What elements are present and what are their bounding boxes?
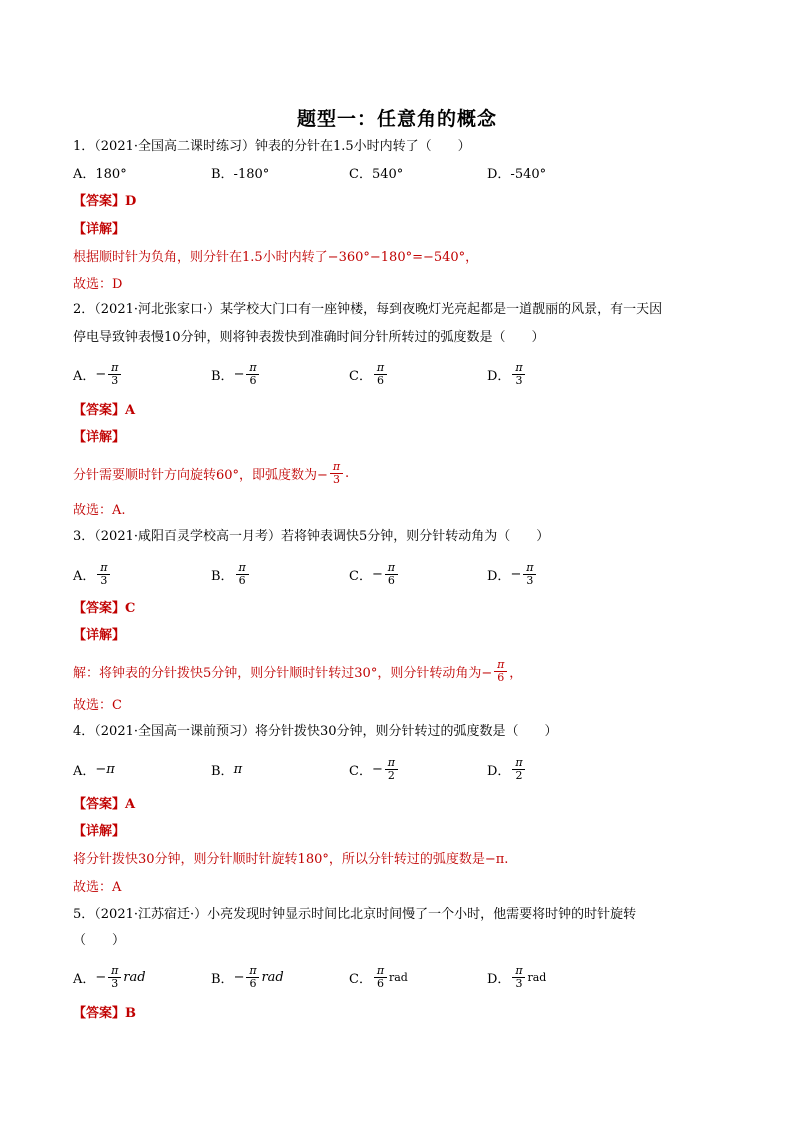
- q2-stem-line1: 2．（2021·河北张家口·）某学校大门口有一座钟楼，每到夜晚灯光亮起都是一道靓丽的风景，有一天因: [73, 302, 663, 317]
- q1-detail-heading: 【详解】: [73, 222, 126, 237]
- q4-option-b: B． π: [211, 761, 243, 779]
- q3-option-b: B． $\frac{\pi}{6}$: [211, 557, 251, 591]
- q4-options: [73, 752, 573, 786]
- q1-option-d: D．-540°: [487, 167, 547, 182]
- q2-explanation: 分针需要顺时针方向旋转60°，即弧度数为− $\frac{\pi}{3}$ .: [73, 459, 350, 486]
- q1-choose: 故选：D: [73, 277, 123, 292]
- q2-option-c: C． $\frac{\pi}{6}$: [349, 357, 389, 391]
- q3-explanation: 解：将钟表的分针拨快5分钟，则分针顺时针转过30°，则分针转动角为− $\frac{\pi}{6}$ ，: [73, 657, 523, 684]
- q2-detail-heading: 【详解】: [73, 430, 126, 445]
- q4-explanation: 将分针拨快30分钟，则分针顺时针旋转180°，所以分针转过的弧度数是−π.: [73, 852, 509, 867]
- q4-option-d: D． $\frac{\pi}{2}$: [487, 752, 527, 786]
- q1-stem: 1．（2021·全国高二课时练习）钟表的分针在1.5小时内转了（ ）: [73, 139, 471, 154]
- q5-option-d: D． $\frac{\pi}{3}$ rad: [487, 963, 547, 990]
- q4-detail-heading: 【详解】: [73, 824, 126, 839]
- q1-option-a: A．180°: [73, 167, 127, 182]
- q4-option-c: C． − $\frac{\pi}{2}$: [349, 752, 400, 786]
- q2-option-b: B． − $\frac{\pi}{6}$: [211, 357, 261, 391]
- q2-option-a: A． − $\frac{\pi}{3}$: [73, 357, 123, 391]
- q3-answer: 【答案】C: [73, 601, 136, 616]
- q3-choose: 故选：C: [73, 698, 122, 713]
- q2-options: [73, 357, 573, 391]
- q4-stem: 4．（2021·全国高一课前预习）将分针拨快30分钟，则分针转过的弧度数是（ ）: [73, 724, 558, 739]
- q3-detail-heading: 【详解】: [73, 628, 126, 643]
- q4-answer: 【答案】A: [73, 797, 136, 812]
- page-title: 题型一：任意角的概念: [296, 108, 497, 130]
- q5-stem-line2: （ ）: [73, 933, 126, 948]
- q3-options: [73, 557, 573, 591]
- q1-option-c: C．540°: [349, 167, 404, 182]
- q5-answer: 【答案】B: [73, 1006, 136, 1021]
- q5-option-a: A． − $\frac{\pi}{3}$ rad: [73, 963, 146, 990]
- q2-answer: 【答案】A: [73, 403, 136, 418]
- q1-answer: 【答案】D: [73, 194, 137, 209]
- q1-option-b: B．-180°: [211, 167, 270, 182]
- q3-option-c: C． − $\frac{\pi}{6}$: [349, 557, 400, 591]
- q3-option-a: A． $\frac{\pi}{3}$: [73, 557, 112, 591]
- q2-stem-line2: 停电导致钟表慢10分钟，则将钟表拨快到准确时间分针所转过的弧度数是（ ）: [73, 330, 545, 345]
- q4-choose: 故选：A: [73, 880, 122, 895]
- q5-option-b: B． − $\frac{\pi}{6}$ rad: [211, 963, 284, 990]
- q2-option-d: D． $\frac{\pi}{3}$: [487, 357, 527, 391]
- q5-stem-line1: 5．（2021·江苏宿迁·）小亮发现时钟显示时间比北京时间慢了一个小时，他需要将时钟的时针旋转: [73, 907, 637, 922]
- q1-explanation: 根据顺时针为负角，则分针在1.5小时内转了−360°−180°=−540°，: [73, 250, 479, 265]
- q3-stem: 3．（2021·咸阳百灵学校高一月考）若将钟表调快5分钟，则分针转动角为（ ）: [73, 529, 550, 544]
- q2-choose: 故选：A.: [73, 503, 126, 518]
- q3-option-d: D． − $\frac{\pi}{3}$: [487, 557, 538, 591]
- q5-option-c: C． $\frac{\pi}{6}$ rad: [349, 963, 408, 990]
- q5-options: [73, 960, 593, 994]
- q4-option-a: A． −π: [73, 761, 115, 779]
